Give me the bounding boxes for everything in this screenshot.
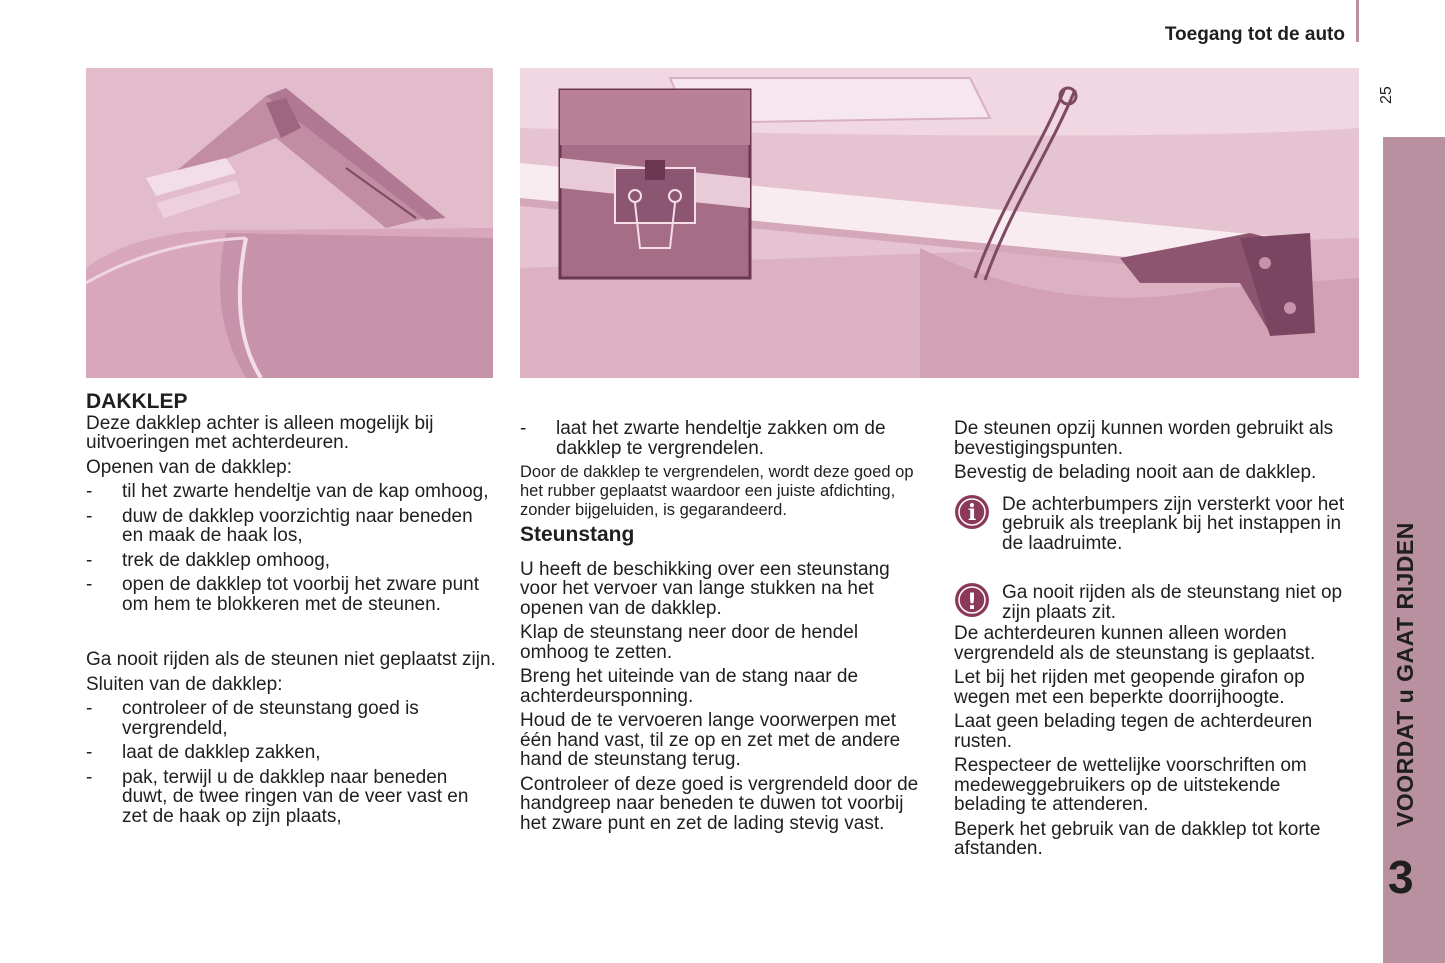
list-item: - trek de dakklep omhoog,: [86, 549, 331, 571]
column-right: [954, 419, 1354, 864]
info-icon: [954, 494, 990, 530]
continued-steps-list: [520, 419, 930, 458]
svg-text:i: i: [967, 499, 977, 526]
header-rule: [1356, 0, 1359, 42]
lock-note: Door de dakklep te vergrendelen, wordt deze goed op het rubber geplaatst waardoor een juiste afdichting, zonder bijgeluiden, is gegarandeerd.: [520, 463, 914, 519]
list-item: - open de dakklep tot voorbij het zware punt om hem te blokkeren met de steunen.: [86, 574, 480, 615]
paragraph: Beperk het gebruik van de dakklep tot korte afstanden.: [954, 818, 1321, 859]
list-item: - til het zwarte hendeltje van de kap omhoog,: [86, 481, 489, 502]
warning-icon: [954, 582, 990, 618]
section-title: Toegang tot de auto: [1164, 24, 1345, 45]
paragraph: Bevestig de belading nooit aan de dakklep.: [954, 462, 1317, 483]
paragraph: Klap de steunstang neer door de hendel omhoog te zetten.: [520, 622, 859, 663]
steunstang-heading: Steunstang: [520, 523, 635, 546]
paragraph: Houd de te vervoeren lange voorwerpen met één hand vast, til ze op en zet met de andere hand de steunstang terug.: [520, 710, 901, 770]
paragraph: Let bij het rijden met geopende girafon op wegen met een beperkte doorrijhoogte.: [954, 667, 1305, 708]
open-steps-list: [86, 482, 496, 614]
paragraph: De steunen opzij kunnen worden gebruikt als bevestigingspunten.: [954, 418, 1334, 459]
paragraph: Respecteer de wettelijke voorschriften om medeweggebruikers op de uitstekende belading te attenderen.: [954, 755, 1307, 815]
column-left: [86, 392, 496, 831]
info-note-text: De achterbumpers zijn versterkt voor het gebruik als treeplank bij het instappen in de laadruimte.: [1002, 493, 1345, 554]
warning-note: [954, 583, 1354, 622]
close-heading: Sluiten van de dakklep:: [86, 673, 283, 695]
paragraph: U heeft de beschikking over een steunstang voor het vervoer van lange stukken na het openen van de dakklep.: [520, 558, 890, 619]
paragraph: Breng het uiteinde van de stang naar de achterdeursponning.: [520, 666, 859, 707]
warning-note-text: Ga nooit rijden als de steunstang niet op zijn plaats zit.: [1002, 582, 1343, 623]
open-heading: Openen van de dakklep:: [86, 456, 292, 478]
list-item: - duw de dakklep voorzichtig naar beneden en maak de haak los,: [86, 505, 473, 546]
list-item: - laat de dakklep zakken,: [86, 742, 321, 763]
dakklep-open-illustration: [86, 68, 493, 378]
paragraph: De achterdeuren kunnen alleen worden vergrendeld als de steunstang is geplaatst.: [954, 623, 1316, 664]
list-item: - pak, terwijl u de dakklep naar beneden duwt, de twee ringen van de veer vast en zet de haak op zijn plaats,: [86, 766, 469, 827]
column-middle: [520, 419, 930, 838]
dakklep-heading: DAKKLEP: [86, 390, 188, 413]
svg-text:!: !: [966, 590, 978, 615]
list-item: - controleer of de steunstang goed is vergrendeld,: [86, 698, 419, 739]
paragraph: Controleer of deze goed is vergrendeld door de handgreep naar beneden te duwen tot voorbij het zware punt en zet de lading stevig vast.: [520, 773, 919, 834]
paragraph: Laat geen belading tegen de achterdeuren rusten.: [954, 711, 1313, 752]
list-item: - laat het zwarte hendeltje zakken om de dakklep te vergrendelen.: [520, 418, 886, 459]
dakklep-intro: Deze dakklep achter is alleen mogelijk bij uitvoeringen met achterdeuren.: [86, 412, 434, 453]
close-steps-list: [86, 699, 496, 826]
chapter-tab-label: VOORDAT u GAAT RIJDEN: [1392, 522, 1418, 827]
info-note: [954, 495, 1354, 554]
chapter-number: 3: [1388, 851, 1414, 903]
dakklep-warning: Ga nooit rijden als de steunen niet geplaatst zijn.: [86, 649, 496, 670]
page-number: 25: [1378, 86, 1395, 104]
steunstang-illustration: [520, 68, 1359, 378]
